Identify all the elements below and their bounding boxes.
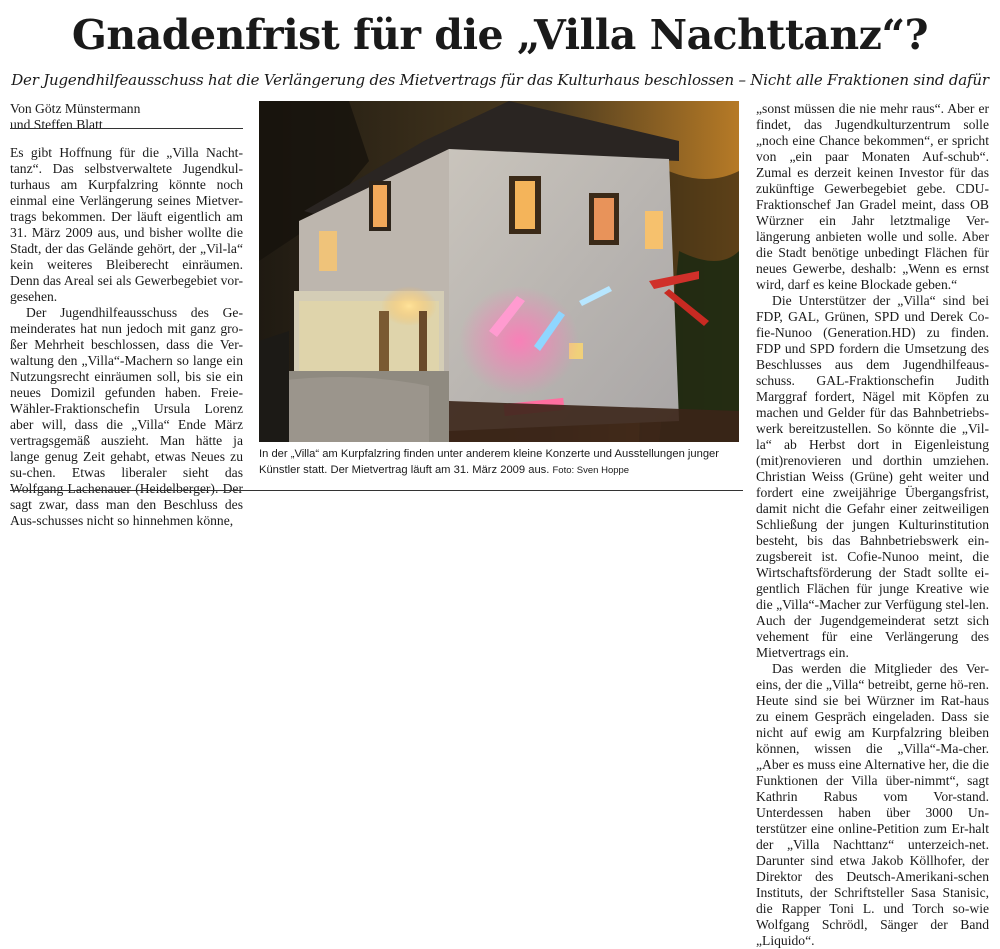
article-photo xyxy=(259,101,739,442)
photo-credit: Foto: Sven Hoppe xyxy=(552,465,630,476)
photo-caption xyxy=(259,446,743,479)
section-rule xyxy=(10,490,743,491)
paragraph: Es gibt Hoffnung für die „Villa Nacht-tanz“. Das selbstverwaltete Jugendkul-turhaus am Kurpfalzring könnte noch einmal eine Verlängerung seines Mietver-trags bekommen. Der läuft eigentlich am 31. März 2009 aus, und bisher wollte die Stadt, der das Gelände gehört, der „Vil-la“ kein weiteres Bleiberecht einräumen. Denn das Areal sei als Gewerbegebiet vor-gesehen. xyxy=(10,145,243,304)
paragraph: „sonst müssen die nie mehr raus“. Aber er findet, das Jugendkulturzentrum solle „noch eine Chance bekommen“, er spricht von „ein paar Monaten Auf-schub“. Zumal es derzeit keinen Investor für das zukünftige Gewerbegebiet gebe. CDU-Fraktionschef Jan Gradel meint, dass OB Würzner ein Jahr letztmalige Ver-längerung anbieten wolle und solle. Aber die Stadt benötige unbedingt Flächen für neues Gewerbe, deshalb: „Wenn es ernst wird, darf es keine Blockade geben.“ xyxy=(756,101,989,292)
byline-line-2: und Steffen Blatt xyxy=(10,117,103,132)
paragraph: Die Unterstützer der „Villa“ sind bei FDP, GAL, Grünen, SPD und Derek Co-fie-Nunoo (Generation.HD) zu finden. FDP und SPD fordern die Umsetzung des Beschlusses aus dem Jugendhilfeaus-schuss. GAL-Fraktionschefin Judith Marggraf fordert, Nägel mit Köpfen zu machen und Gelder für das Bahnbetriebs-werk bereitzustellen. So könnte die „Vil-la“ ab Herbst dort in Eigenleistung (mit)renovieren und dorthin umziehen. Christian Weiss (Grüne) geht weiter und fordert eine zweijährige Übergangsfrist, damit nicht die Gefahr einer zeitweiligen Schließung der jungen Kulturinstitution besteht, bis das Bahnbetriebswerk ein-zugsbereit ist. Cofie-Nunoo meint, die Wirtschaftsförderung der Stadt sollte ei-gentlich Flächen für junge Kreative wie die „Villa“-Macher zur Verfügung stel-len. Auch der Jugendgemeinderat setzt sich vehement für eine Verlängerung des Mietvertrags ein. xyxy=(756,293,989,660)
byline-rule xyxy=(10,128,243,129)
paragraph: Das werden die Mitglieder des Ver-eins, der die „Villa“ betreibt, gerne hö-ren. Heute sind sie bei Würzner im Rat-haus zu einem Gespräch eingeladen. Dass sie nicht auf ewig am Kurpfalzring bleiben können, wissen die „Villa“-Ma-cher. „Aber es muss eine Alternative her, die die Funktionen der Villa über-nimmt“, sagt Kathrin Rabus vom Vor-stand. Unterdessen haben über 3000 Un-terstützer eine online-Petition zum Er-halt der „Villa Nachttanz“ unterzeich-net. Darunter sind etwa Jakob Köllhofer, der Direktor des Deutsch-Amerikani-schen Instituts, der Schriftsteller Sasa Stanisic, die Rapper Toni L. und Torch so-wie Wolfgang Schrödl, Sänger der Band „Liquido“. xyxy=(756,661,989,948)
headline: Gnadenfrist für die „Villa Nachttanz“? xyxy=(71,11,929,59)
subheadline: Der Jugendhilfeausschuss hat die Verlängerung des Mietvertrags für das Kulturhaus beschlossen – Nicht alle Fraktionen sind dafür xyxy=(11,71,989,89)
article-column-3 xyxy=(756,101,989,949)
paragraph: Der Jugendhilfeausschuss des Ge-meinderates hat nun jedoch mit ganz gro-ßer Mehrheit beschlossen, dass die Ver-waltung den „Villa“-Machern so lange ein Nutzungsrecht einräumen soll, bis sie ein neues Domizil gefunden haben. Freie-Wähler-Fraktionschefin Ursula Lorenz aber will, dass die „Villa“ Ende März vertragsgemäß auszieht. Man hätte ja lange genug Zeit gehabt, etwas Neues zu su-chen. Etwas liberaler sieht das Wolfgang Lachenauer (Heidelberger). Der sagt zwar, dass man den Beschluss des Aus-schusses nicht so hinnehmen könne, xyxy=(10,305,243,528)
villa-house-image xyxy=(259,101,739,442)
article-column-1 xyxy=(10,101,243,529)
caption-text: In der „Villa“ am Kurpfalzring finden unter anderem kleine Konzerte und Ausstellungen junger Künstler statt. Der Mietvertrag läuft am 31. März 2009 aus. xyxy=(259,448,719,476)
byline-line-1: Von Götz Münstermann xyxy=(10,101,141,116)
